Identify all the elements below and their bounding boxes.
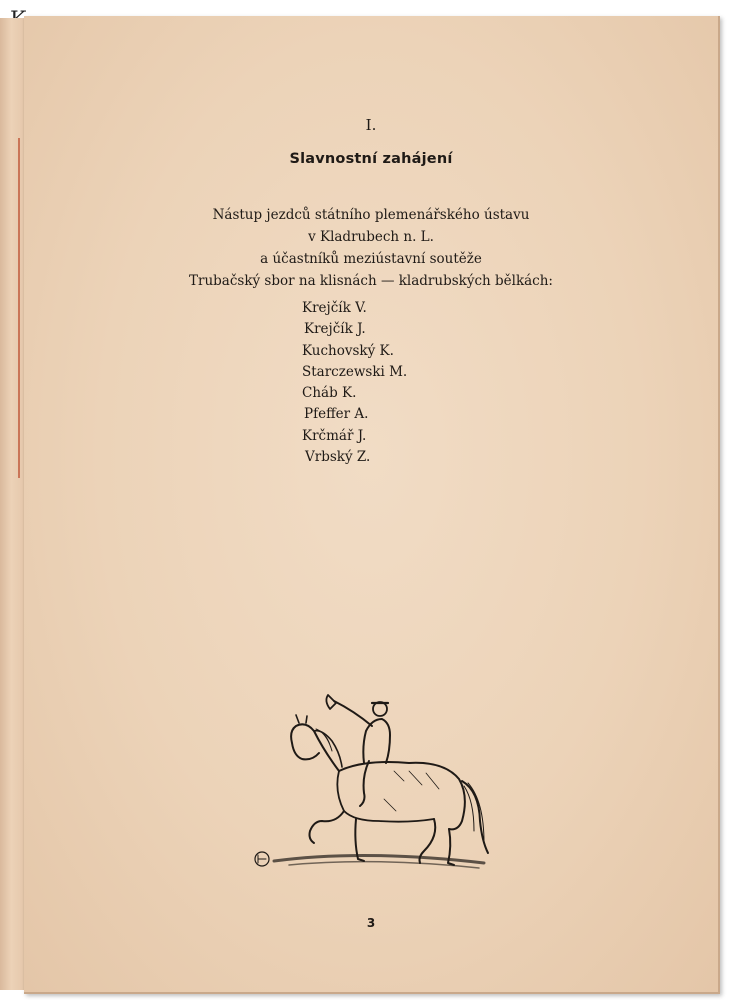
intro-line: a účastníků meziústavní soutěže [260,251,482,267]
section-numeral: I. [365,116,377,134]
list-item: Vrbský Z. [305,449,371,466]
intro-line: Nástup jezdců státního plemenářského ústavu [212,207,530,223]
spine-red-edge [18,138,20,478]
page-number: 3 [366,916,376,930]
page-title: Slavnostní zahájení [289,151,453,167]
list-item: Cháb K. [302,385,357,402]
trumpeter-list [302,298,407,468]
list-item: Pfeffer A. [304,406,369,423]
list-item: Krejčík V. [302,300,367,316]
list-item: Kuchovský K. [302,342,394,359]
horse-rider-trumpeter-illustration [244,671,504,891]
list-item: Krčmář J. [302,427,367,444]
intro-line: Trubačský sbor na klisnách — kladrubských bělkách: [189,273,553,289]
list-item: Starczewski M. [302,363,408,380]
document-page [24,16,720,994]
list-item: Krejčík J. [304,321,366,338]
intro-paragraph [24,204,718,292]
intro-line: v Kladrubech n. L. [308,229,434,245]
